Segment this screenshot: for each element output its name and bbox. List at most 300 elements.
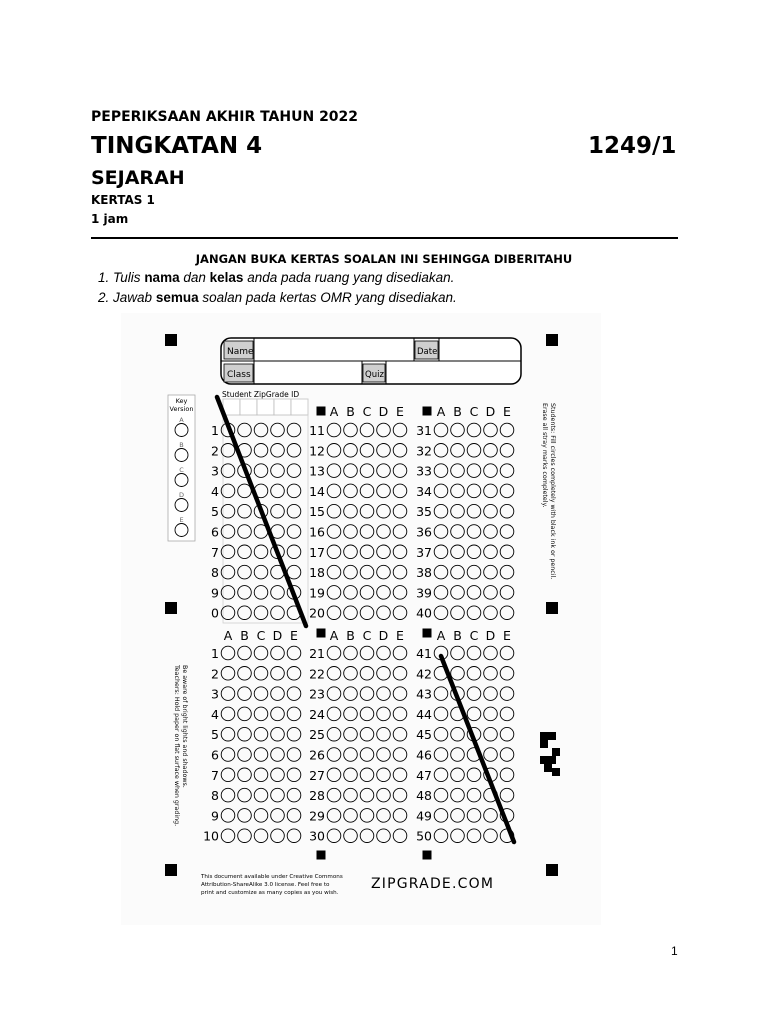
question-bubble — [434, 525, 448, 539]
choice-letter: E — [396, 628, 404, 643]
question-bubble — [467, 829, 481, 843]
question-bubble — [327, 667, 341, 681]
quiz-field-label: Quiz — [365, 370, 384, 380]
student-id-digit-box — [223, 399, 240, 415]
student-id-number: 0 — [211, 605, 219, 621]
student-id-bubble — [287, 545, 301, 559]
question-bubble — [287, 748, 301, 762]
question-number: 19 — [309, 585, 325, 601]
question-bubble — [238, 809, 252, 823]
warning-notice: JANGAN BUKA KERTAS SOALAN INI SEHINGGA DIBERITAHU — [195, 252, 573, 266]
student-id-digit-box — [274, 399, 291, 415]
question-bubble — [360, 586, 374, 600]
question-bubble — [434, 504, 448, 518]
question-bubble — [377, 646, 391, 660]
sheet-code-block — [552, 768, 560, 776]
question-number: 29 — [309, 808, 325, 824]
key-version-letter: B — [179, 441, 184, 449]
question-number: 32 — [416, 443, 432, 459]
question-number: 1 — [211, 646, 219, 661]
question-bubble — [238, 768, 252, 782]
question-bubble — [238, 667, 252, 681]
question-bubble — [467, 809, 481, 823]
question-bubble — [254, 788, 268, 802]
student-id-bubble — [254, 464, 268, 478]
question-number: 26 — [309, 747, 325, 763]
question-number: 6 — [211, 747, 219, 763]
question-bubble — [360, 809, 374, 823]
student-id-number: 2 — [211, 443, 219, 459]
question-bubble — [393, 464, 407, 478]
question-bubble — [287, 687, 301, 701]
choice-letter: D — [485, 404, 496, 419]
teachers-note-line: Be aware of bright lights and shadows. — [181, 665, 188, 788]
question-number: 41 — [416, 646, 432, 661]
question-number: 35 — [416, 504, 432, 520]
question-bubble — [327, 586, 341, 600]
question-bubble — [360, 727, 374, 741]
question-bubble — [271, 707, 285, 721]
question-bubble — [377, 484, 391, 498]
student-id-bubble — [238, 504, 252, 518]
question-bubble — [500, 545, 514, 559]
sheet-code-block — [548, 732, 556, 740]
form-level: TINGKATAN 4 — [91, 133, 263, 159]
question-bubble — [377, 788, 391, 802]
question-number: 36 — [416, 524, 432, 540]
question-bubble — [500, 444, 514, 458]
choice-letter: B — [346, 404, 355, 419]
alignment-mark — [317, 629, 326, 638]
question-bubble — [254, 748, 268, 762]
question-bubble — [360, 606, 374, 620]
question-bubble — [484, 667, 498, 681]
question-bubble — [484, 444, 498, 458]
student-id-number: 7 — [211, 544, 219, 560]
sheet-code-block — [540, 756, 548, 764]
question-bubble — [451, 646, 465, 660]
question-bubble — [500, 606, 514, 620]
question-bubble — [500, 525, 514, 539]
teachers-note-line: Teachers: Hold paper on flat surface when grading. — [173, 665, 180, 827]
question-bubble — [484, 565, 498, 579]
student-id-number: 6 — [211, 524, 219, 540]
student-id-digit-box — [257, 399, 274, 415]
students-note-line: Erase all stray marks completely. — [541, 403, 548, 508]
question-bubble — [467, 545, 481, 559]
question-number: 42 — [416, 666, 432, 682]
student-id-number: 9 — [211, 585, 219, 601]
choice-letter: C — [362, 628, 372, 643]
strike-line — [217, 397, 306, 626]
student-id-number: 5 — [211, 504, 219, 520]
student-id-grid — [223, 399, 308, 623]
question-bubble — [360, 484, 374, 498]
question-bubble — [377, 464, 391, 478]
choice-letter: C — [256, 628, 266, 643]
question-bubble — [451, 667, 465, 681]
question-bubble — [484, 545, 498, 559]
choice-letter: B — [240, 628, 249, 643]
question-bubble — [221, 829, 235, 843]
question-bubble — [287, 809, 301, 823]
question-bubble — [500, 504, 514, 518]
question-bubble — [467, 687, 481, 701]
question-bubble — [393, 586, 407, 600]
question-bubble — [434, 484, 448, 498]
question-bubble — [434, 606, 448, 620]
alignment-mark — [317, 851, 326, 860]
question-bubble — [271, 727, 285, 741]
question-number: 16 — [309, 524, 325, 540]
question-bubble — [484, 829, 498, 843]
student-id-bubble — [271, 586, 285, 600]
question-bubble — [238, 687, 252, 701]
students-note — [541, 403, 556, 579]
question-number: 18 — [309, 565, 325, 581]
key-version-letter: C — [179, 466, 184, 474]
question-bubble — [484, 525, 498, 539]
question-bubble — [327, 687, 341, 701]
question-number: 10 — [203, 828, 219, 844]
question-bubble — [451, 788, 465, 802]
question-number: 17 — [309, 544, 325, 560]
key-version-letter: D — [178, 491, 185, 499]
question-bubble — [434, 768, 448, 782]
question-bubble — [327, 707, 341, 721]
question-bubble — [451, 504, 465, 518]
student-id-bubble — [287, 464, 301, 478]
question-bubble — [500, 484, 514, 498]
question-number: 45 — [416, 727, 432, 743]
question-bubble — [467, 768, 481, 782]
question-bubble — [377, 423, 391, 437]
question-bubble — [221, 809, 235, 823]
question-number: 39 — [416, 585, 432, 601]
question-number: 37 — [416, 544, 432, 560]
question-bubble — [254, 707, 268, 721]
key-version-label: Version — [169, 405, 194, 413]
question-number: 43 — [416, 686, 432, 702]
alignment-mark — [423, 629, 432, 638]
alignment-mark — [317, 407, 326, 416]
question-bubble — [327, 525, 341, 539]
student-id-digit-box — [291, 399, 308, 415]
question-bubble — [484, 484, 498, 498]
choice-letter: C — [469, 628, 479, 643]
question-bubble — [393, 809, 407, 823]
question-bubble — [484, 423, 498, 437]
license-line: print and customize as many copies as you wish. — [201, 890, 339, 896]
key-version-letter: E — [179, 516, 184, 524]
student-id-bubble — [271, 464, 285, 478]
question-bubble — [221, 748, 235, 762]
student-id-bubble — [254, 545, 268, 559]
subject-title: SEJARAH — [91, 167, 185, 189]
question-bubble — [377, 606, 391, 620]
question-bubble — [467, 423, 481, 437]
question-bubble — [434, 423, 448, 437]
question-number: 31 — [416, 423, 432, 438]
question-number: 12 — [309, 443, 325, 459]
question-bubble — [451, 727, 465, 741]
question-number: 27 — [309, 767, 325, 783]
student-id-bubble — [254, 423, 268, 437]
question-bubble — [467, 788, 481, 802]
question-bubble — [287, 667, 301, 681]
question-bubble — [393, 525, 407, 539]
question-bubble — [377, 748, 391, 762]
question-bubble — [254, 646, 268, 660]
question-number: 44 — [416, 706, 432, 722]
question-bubble — [467, 565, 481, 579]
question-bubble — [484, 464, 498, 478]
question-bubble — [393, 788, 407, 802]
sheet-code-block — [552, 748, 560, 756]
question-bubble — [393, 484, 407, 498]
question-bubble — [327, 788, 341, 802]
question-bubble — [500, 687, 514, 701]
omr-answer-sheet — [121, 313, 601, 925]
question-number: 11 — [309, 423, 325, 438]
question-bubble — [393, 444, 407, 458]
question-bubble — [377, 525, 391, 539]
question-number: 25 — [309, 727, 325, 743]
question-number: 8 — [211, 788, 219, 804]
question-bubble — [451, 484, 465, 498]
choice-letter: A — [436, 404, 446, 419]
question-number: 47 — [416, 767, 432, 783]
choice-letter: E — [503, 404, 511, 419]
question-bubble — [451, 545, 465, 559]
choice-letter: A — [329, 628, 339, 643]
question-bubble — [344, 464, 358, 478]
choice-letter: D — [485, 628, 496, 643]
question-number: 34 — [416, 483, 432, 499]
question-number: 20 — [309, 605, 325, 621]
question-bubble — [377, 565, 391, 579]
student-id-bubble — [254, 565, 268, 579]
question-bubble — [500, 748, 514, 762]
student-id-bubble — [238, 525, 252, 539]
page-number: 1 — [671, 944, 678, 958]
sheet-code-block — [540, 740, 548, 748]
registration-mark — [165, 334, 177, 346]
exam-title: PEPERIKSAAN AKHIR TAHUN 2022 — [91, 109, 359, 125]
question-bubble — [221, 768, 235, 782]
question-bubble — [344, 444, 358, 458]
choice-letter: A — [436, 628, 446, 643]
question-bubble — [377, 809, 391, 823]
student-id-digit-box — [240, 399, 257, 415]
question-bubble — [271, 829, 285, 843]
question-bubble — [393, 545, 407, 559]
question-bubble — [467, 586, 481, 600]
question-bubble — [344, 423, 358, 437]
question-bubble — [434, 464, 448, 478]
question-number: 7 — [211, 767, 219, 783]
question-bubble — [360, 707, 374, 721]
question-bubble — [221, 788, 235, 802]
instruction-2: 2. Jawab semua soalan pada kertas OMR yang disediakan. — [98, 290, 457, 305]
question-number: 46 — [416, 747, 432, 763]
registration-mark — [165, 602, 177, 614]
license-line: This document available under Creative Commons — [201, 874, 343, 880]
question-bubble — [254, 667, 268, 681]
registration-mark — [546, 864, 558, 876]
question-bubble — [287, 788, 301, 802]
question-bubble — [500, 586, 514, 600]
question-bubble — [344, 829, 358, 843]
question-bubble — [451, 748, 465, 762]
question-bubble — [360, 525, 374, 539]
question-bubble — [287, 646, 301, 660]
zipgrade-logo: ZIPGRADE.COM — [371, 876, 495, 892]
question-bubble — [238, 829, 252, 843]
question-bubble — [238, 646, 252, 660]
question-bubble — [327, 748, 341, 762]
question-bubble — [360, 829, 374, 843]
question-bubble — [287, 727, 301, 741]
key-version-label: Key — [175, 397, 188, 405]
question-bubble — [434, 687, 448, 701]
question-bubble — [393, 423, 407, 437]
choice-letter: D — [378, 628, 389, 643]
question-bubble — [344, 606, 358, 620]
name-field-label: Name — [227, 347, 254, 357]
question-bubble — [467, 464, 481, 478]
question-bubble — [327, 606, 341, 620]
question-bubble — [344, 788, 358, 802]
choice-letter: A — [223, 628, 233, 643]
question-bubble — [500, 768, 514, 782]
choice-letter: C — [469, 404, 479, 419]
question-bubble — [344, 525, 358, 539]
date-field-label: Date — [417, 347, 438, 357]
question-bubble — [360, 646, 374, 660]
choice-letter: E — [396, 404, 404, 419]
question-bubble — [467, 606, 481, 620]
question-number: 4 — [211, 706, 219, 722]
question-number: 38 — [416, 565, 432, 581]
question-bubble — [434, 748, 448, 762]
question-bubble — [360, 504, 374, 518]
question-bubble — [484, 748, 498, 762]
student-id-bubble — [254, 444, 268, 458]
question-bubble — [467, 444, 481, 458]
question-bubble — [327, 829, 341, 843]
question-bubble — [287, 707, 301, 721]
question-bubble — [467, 484, 481, 498]
question-bubble — [327, 484, 341, 498]
question-bubble — [221, 667, 235, 681]
question-number: 22 — [309, 666, 325, 682]
question-number: 14 — [309, 483, 325, 499]
question-bubble — [360, 768, 374, 782]
question-bubble — [377, 829, 391, 843]
question-bubble — [451, 586, 465, 600]
question-number: 21 — [309, 646, 325, 661]
registration-mark — [546, 602, 558, 614]
question-bubble — [327, 646, 341, 660]
question-bubble — [467, 707, 481, 721]
student-id-number: 1 — [211, 423, 219, 438]
choice-letter: C — [362, 404, 372, 419]
question-bubble — [327, 444, 341, 458]
question-bubble — [344, 545, 358, 559]
student-id-bubble — [287, 504, 301, 518]
student-id-bubble — [238, 545, 252, 559]
question-bubble — [451, 525, 465, 539]
question-bubble — [360, 748, 374, 762]
question-bubble — [327, 423, 341, 437]
student-id-bubble — [238, 586, 252, 600]
student-id-number: 8 — [211, 565, 219, 581]
question-number: 9 — [211, 808, 219, 824]
sheet-code-block — [544, 764, 552, 772]
question-number: 15 — [309, 504, 325, 520]
class-field-label: Class — [227, 370, 251, 380]
question-bubble — [377, 667, 391, 681]
question-bubble — [344, 484, 358, 498]
question-bubble — [327, 545, 341, 559]
students-note-line: Students: Fill circles completely with black ink or pencil. — [549, 403, 556, 580]
question-number: 2 — [211, 666, 219, 682]
question-bubble — [344, 707, 358, 721]
student-id-bubble — [254, 586, 268, 600]
question-bubble — [500, 788, 514, 802]
alignment-mark — [423, 851, 432, 860]
question-bubble — [327, 768, 341, 782]
sheet-code-block — [540, 732, 548, 740]
question-bubble — [271, 788, 285, 802]
question-bubble — [393, 565, 407, 579]
student-id-bubble — [238, 606, 252, 620]
question-bubble — [327, 504, 341, 518]
question-bubble — [500, 667, 514, 681]
question-bubble — [377, 586, 391, 600]
student-id-number: 4 — [211, 483, 219, 499]
question-bubble — [393, 646, 407, 660]
question-number: 24 — [309, 706, 325, 722]
instruction-1: 1. Tulis nama dan kelas anda pada ruang yang disediakan. — [98, 270, 455, 285]
question-number: 48 — [416, 788, 432, 804]
question-number: 3 — [211, 686, 219, 702]
question-bubble — [393, 829, 407, 843]
choice-letter: E — [290, 628, 298, 643]
question-bubble — [360, 423, 374, 437]
question-bubble — [451, 809, 465, 823]
question-bubble — [393, 748, 407, 762]
question-bubble — [451, 423, 465, 437]
question-bubble — [451, 768, 465, 782]
registration-mark — [546, 334, 558, 346]
question-bubble — [377, 444, 391, 458]
question-bubble — [484, 606, 498, 620]
question-bubble — [393, 727, 407, 741]
choice-letter: E — [503, 628, 511, 643]
question-bubble — [467, 525, 481, 539]
question-bubble — [451, 464, 465, 478]
question-bubble — [500, 727, 514, 741]
student-id-bubble — [271, 504, 285, 518]
question-bubble — [393, 667, 407, 681]
question-number: 5 — [211, 727, 219, 743]
question-bubble — [327, 565, 341, 579]
question-bubble — [500, 646, 514, 660]
question-bubble — [467, 646, 481, 660]
question-bubble — [344, 748, 358, 762]
